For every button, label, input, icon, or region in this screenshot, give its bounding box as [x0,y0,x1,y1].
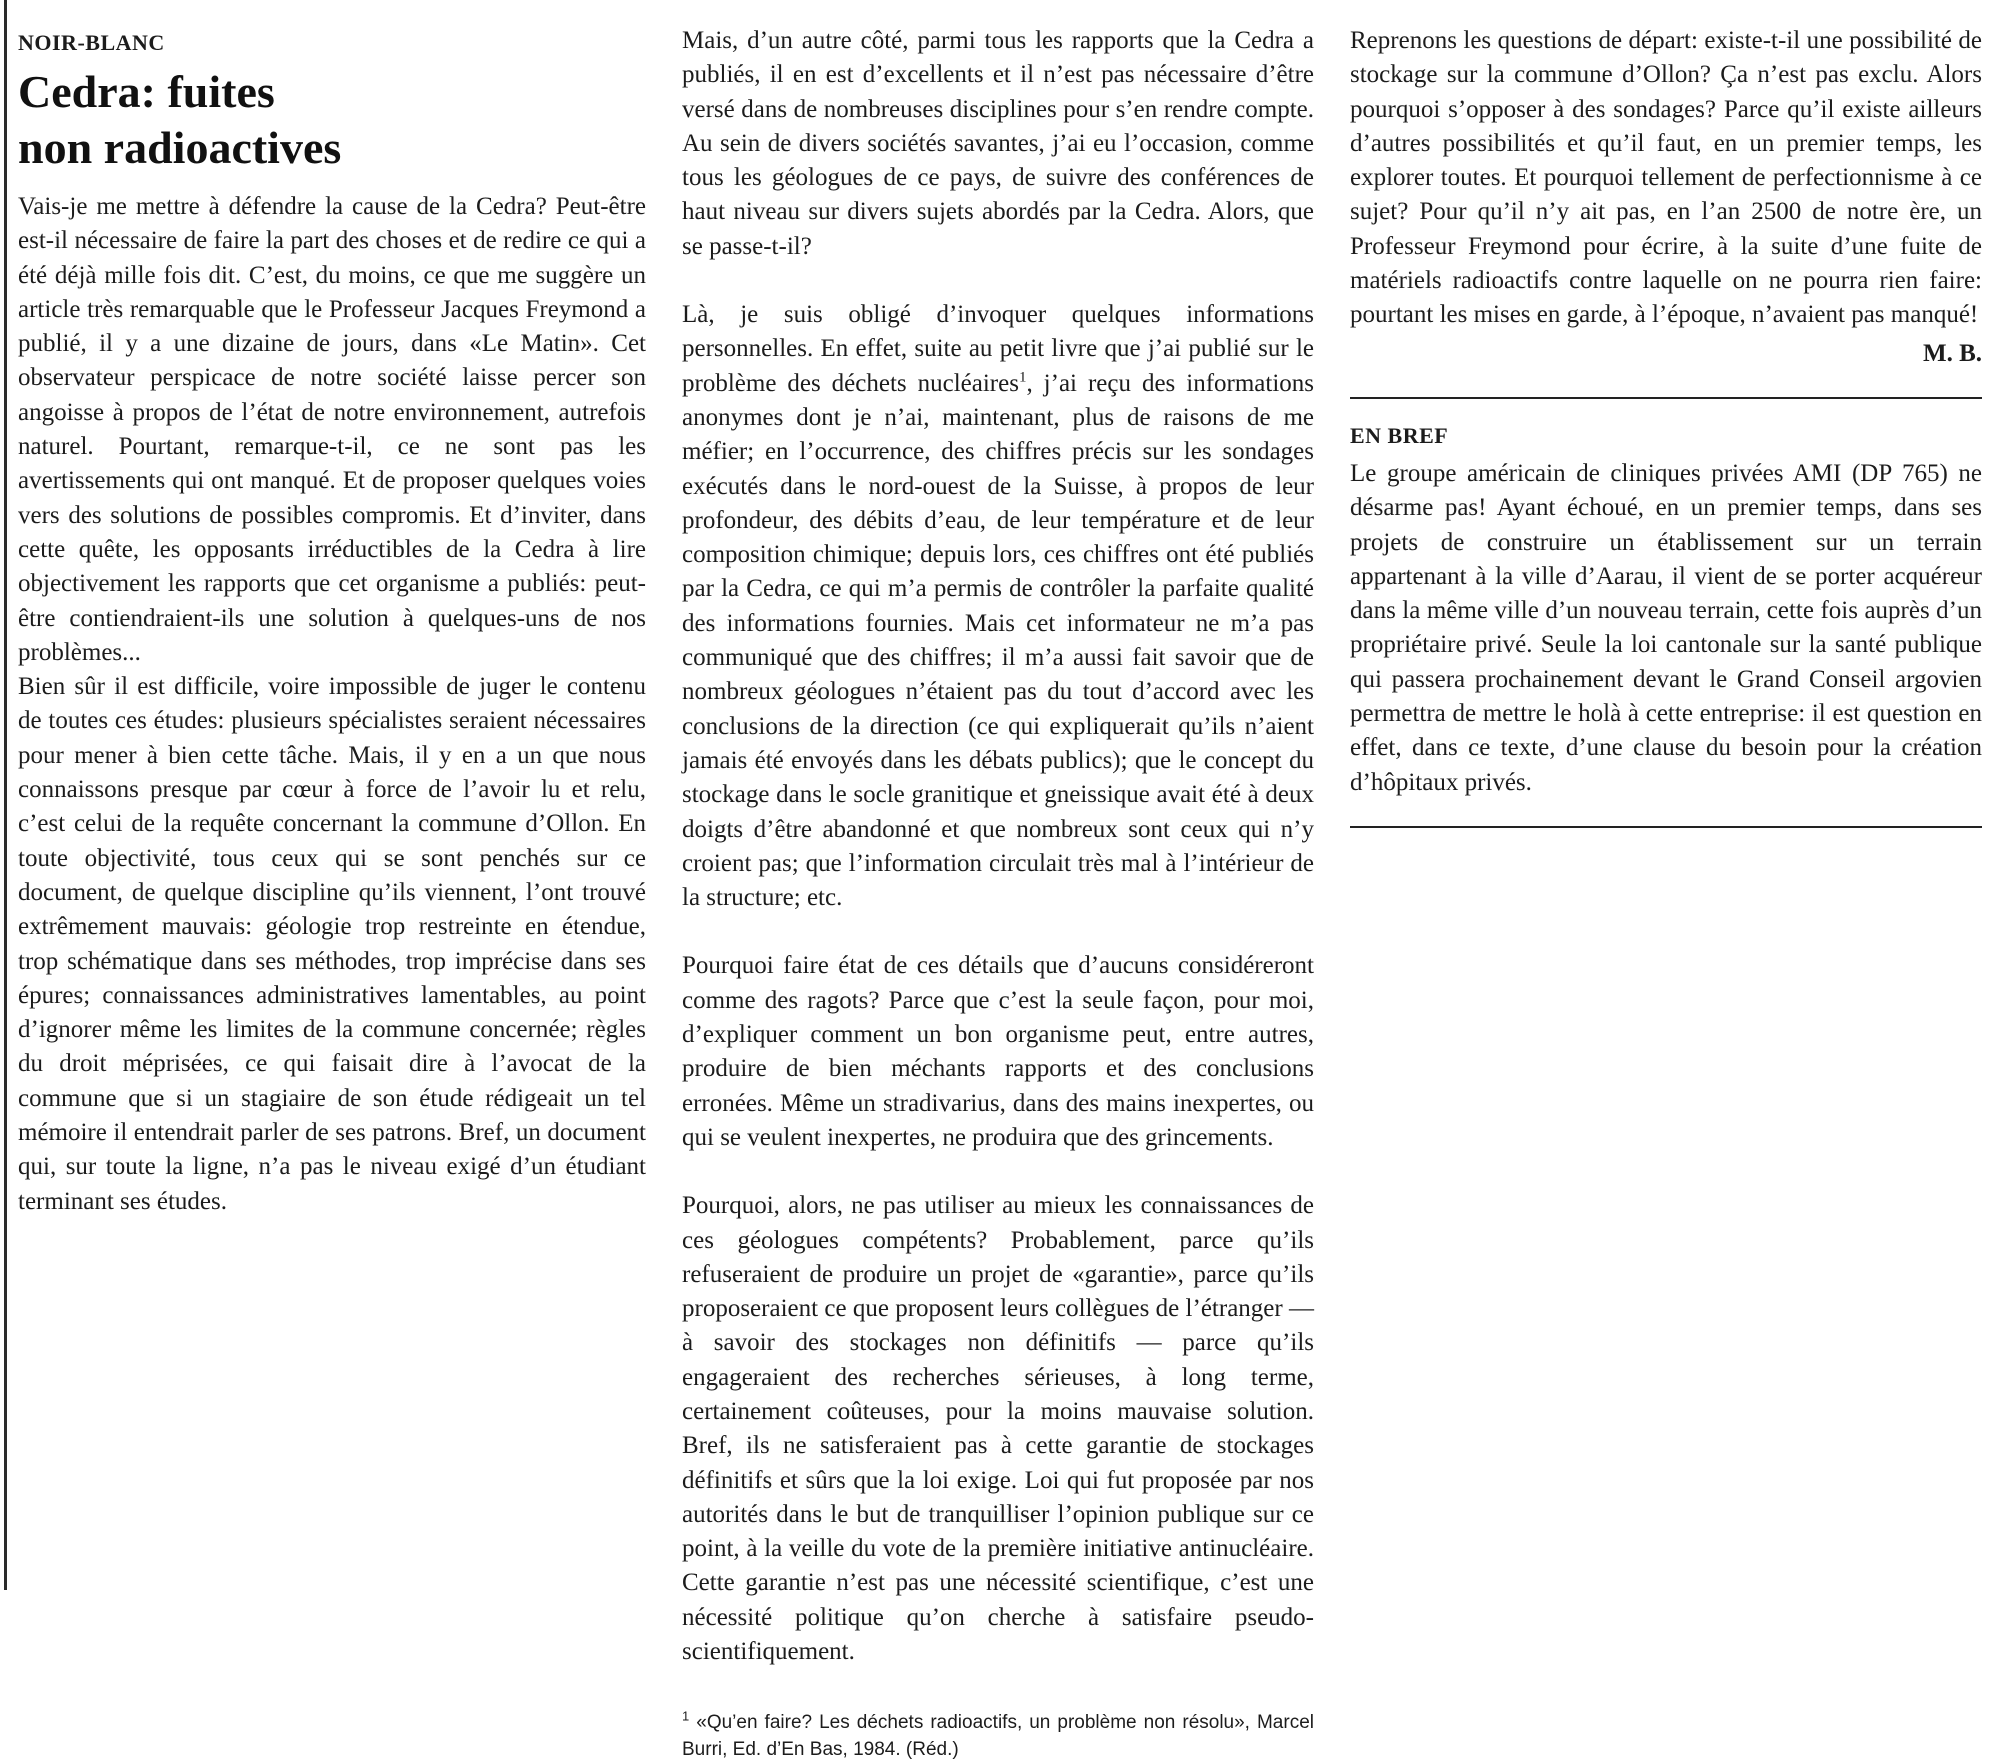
section-divider-top [1350,397,1982,399]
footnote-marker: 1 [682,1709,690,1725]
brief-section-title: EN BREF [1350,422,1449,448]
paragraph-4-text-before-note: Là, je suis obligé d’invoquer quelques informations personnelles. En effet, suite au petit livre que j’ai publié sur le problème des déchets nucléaires [682,301,1314,397]
footnote-reference: 1 [1018,369,1027,386]
section-divider-bottom [1350,826,1982,828]
page-edge-rule [4,0,7,1590]
column-3 [1350,24,1982,850]
article-paragraph-6: Pourquoi, alors, ne pas utiliser au mieux les connaissances de ces géologues compétents? Probablement, parce qu’ils refuseraient de produire un projet de «garantie», parce qu’ils proposeraient ce que proposent leurs collègues de l’étranger — à savoir des stockages non définitifs — parce qu’ils engageraient des recherches sérieuses, à long terme, certainement coûteuses, pour la moins mauvaise solution. Bref, ils ne satisferaient pas à cette garantie de stockages définitifs et sûrs que la loi exige. Loi qui fut proposée par nos autorités dans le but de tranquilliser l’opinion publique sur ce point, à la veille du vote de la première initiative antinucléaire. Cette garantie n’est pas une nécessité scientifique, c’est une nécessité politique qu’on cherche à satisfaire pseudo-scientifiquement. [682,1192,1314,1666]
headline-line-2: non radioactives [18,122,342,173]
article-paragraph-5: Pourquoi faire état de ces détails que d’aucuns considéreront comme des ragots? Parce que c’est la seule façon, pour moi, d’expliquer comment un bon organisme peut, entre autres, produire de bien méchants rapports et des conclusions erronées. Même un stradivarius, dans des mains inexpertes, ou qui se veulent inexpertes, ne produira que des grincements. [682,952,1314,1151]
article-paragraph-3: Mais, d’un autre côté, parmi tous les rapports que la Cedra a publiés, il en est d’excellents et il n’est pas nécessaire d’être versé dans de nombreuses disciplines pour s’en rendre compte. Au sein de divers sociétés savantes, j’ai eu l’occasion, comme tous les géologues de ce pays, de suivre des conférences de haut niveau sur divers sujets abordés par la Cedra. Alors, que se passe-t-il? [682,27,1314,260]
article-paragraph-4 [682,298,1314,915]
footnote-text: «Qu’en faire? Les déchets radioactifs, un problème non résolu», Marcel Burri, Ed. d’En Bas, 1984. (Réd.) [682,1712,1314,1761]
paragraph-4-text-after-note: , j’ai reçu des informations anonymes dont je n’ai, maintenant, plus de raisons de me méfier; en l’occurrence, des chiffres précis sur les sondages exécutés dans le nord-ouest de la Suisse, à propos de leur profondeur, des débits d’eau, de leur température et de leur composition chimique; depuis lors, ces chiffres ont été publiés par la Cedra, ce qui m’a permis de contrôler la parfaite qualité des informations fournies. Mais cet informateur ne m’a pas communiqué que des chiffres; il m’a aussi fait savoir que de nombreux géologues n’étaient pas du tout d’accord avec les conclusions de la direction (ce qui expliquerait qu’ils n’aient jamais été envoyés dans les débats publics); que le concept du stockage dans le socle granitique et gneissique avait été à deux doigts d’être abandonné et que nombreux sont ceux qui n’y croient pas; que l’information circulait très mal à l’intérieur de la structure; etc. [682,369,1315,912]
article-paragraph-1: Vais-je me mettre à défendre la cause de la Cedra? Peut-être est-il nécessaire de faire la part des choses et de redire ce qui a été déjà mille fois dit. C’est, du moins, ce que me suggère un article très remarquable que le Professeur Jacques Freymond a publié, il y a une dizaine de jours, dans «Le Matin». Cet observateur perspicace de notre société laisse percer son angoisse à propos de l’état de notre environnement, autrefois naturel. Pourtant, remarque-t-il, ce ne sont pas les avertissements qui ont manqué. Et de proposer quelques voies vers des solutions de possibles compromis. Et d’inviter, dans cette quête, les opposants irréductibles de la Cedra à lire objectivement les rapports que cet organisme a publiés: peut-être contiendraient-ils une solution à quelques-uns de nos problèmes... [18,193,646,666]
author-signature: M. B. [1922,339,1982,367]
article-paragraph-7: Reprenons les questions de départ: existe-t-il une possibilité de stockage sur la commune d’Ollon? Ça n’est pas exclu. Alors pourquoi s’opposer à des sondages? Parce qu’il existe ailleurs d’autres possibilités et qu’il faut, en un premier temps, les explorer toutes. Et pourquoi tellement de perfectionnisme à ce sujet? Pour qu’il n’y ait pas, en l’an 2500 de notre ère, un Professeur Freymond pour écrire, à la suite d’une fuite de matériels radioactifs contre laquelle on ne pourra rien faire: pourtant les mises en garde, à l’époque, n’avaient pas manqué! [1350,27,1982,329]
section-kicker: NOIR-BLANC [18,30,165,55]
article-paragraph-2: Bien sûr il est difficile, voire impossible de juger le contenu de toutes ces études: plusieurs spécialistes seraient nécessaires pour mener à bien cette tâche. Mais, il y en a un que nous connaissons presque par cœur à force de l’avoir lu et relu, c’est celui de la requête concernant la commune d’Ollon. En toute objectivité, tous ceux qui se sont penchés sur ce document, de quelque discipline qu’ils viennent, l’ont trouvé extrêmement mauvais: géologie trop restreinte en étendue, trop schématique dans ses méthodes, trop imprécise dans ses épures; connaissances administratives lamentables, au point d’ignorer même les limites de la commune concernée; règles du droit méprisées, ce qui faisait dire à l’avocat de la commune que si un stagiaire de son étude rédigeait un tel mémoire il entendrait parler de ses patrons. Bref, un document qui, sur toute la ligne, n’a pas le niveau exigé d’un étudiant terminant ses études. [18,673,646,1215]
column-1 [18,24,646,1219]
footnote [682,1709,1314,1763]
brief-paragraph: Le groupe américain de cliniques privées AMI (DP 765) ne désarme pas! Ayant échoué, en un premier temps, dans ses projets de construire un établissement sur un terrain appartenant à la ville d’Aarau, il vient de se porter acquéreur dans la même ville d’un nouveau terrain, cette fois auprès d’un propriétaire privé. Seule la loi cantonale sur la santé publique qui passera prochainement devant le Grand Conseil argovien permettra de mettre le holà à cette entreprise: il est question en effet, dans ce texte, d’une clause du besoin pour la création d’hôpitaux privés. [1350,459,1982,796]
article-headline [18,64,646,176]
column-2 [682,24,1314,1763]
headline-line-1: Cedra: fuites [18,66,275,117]
